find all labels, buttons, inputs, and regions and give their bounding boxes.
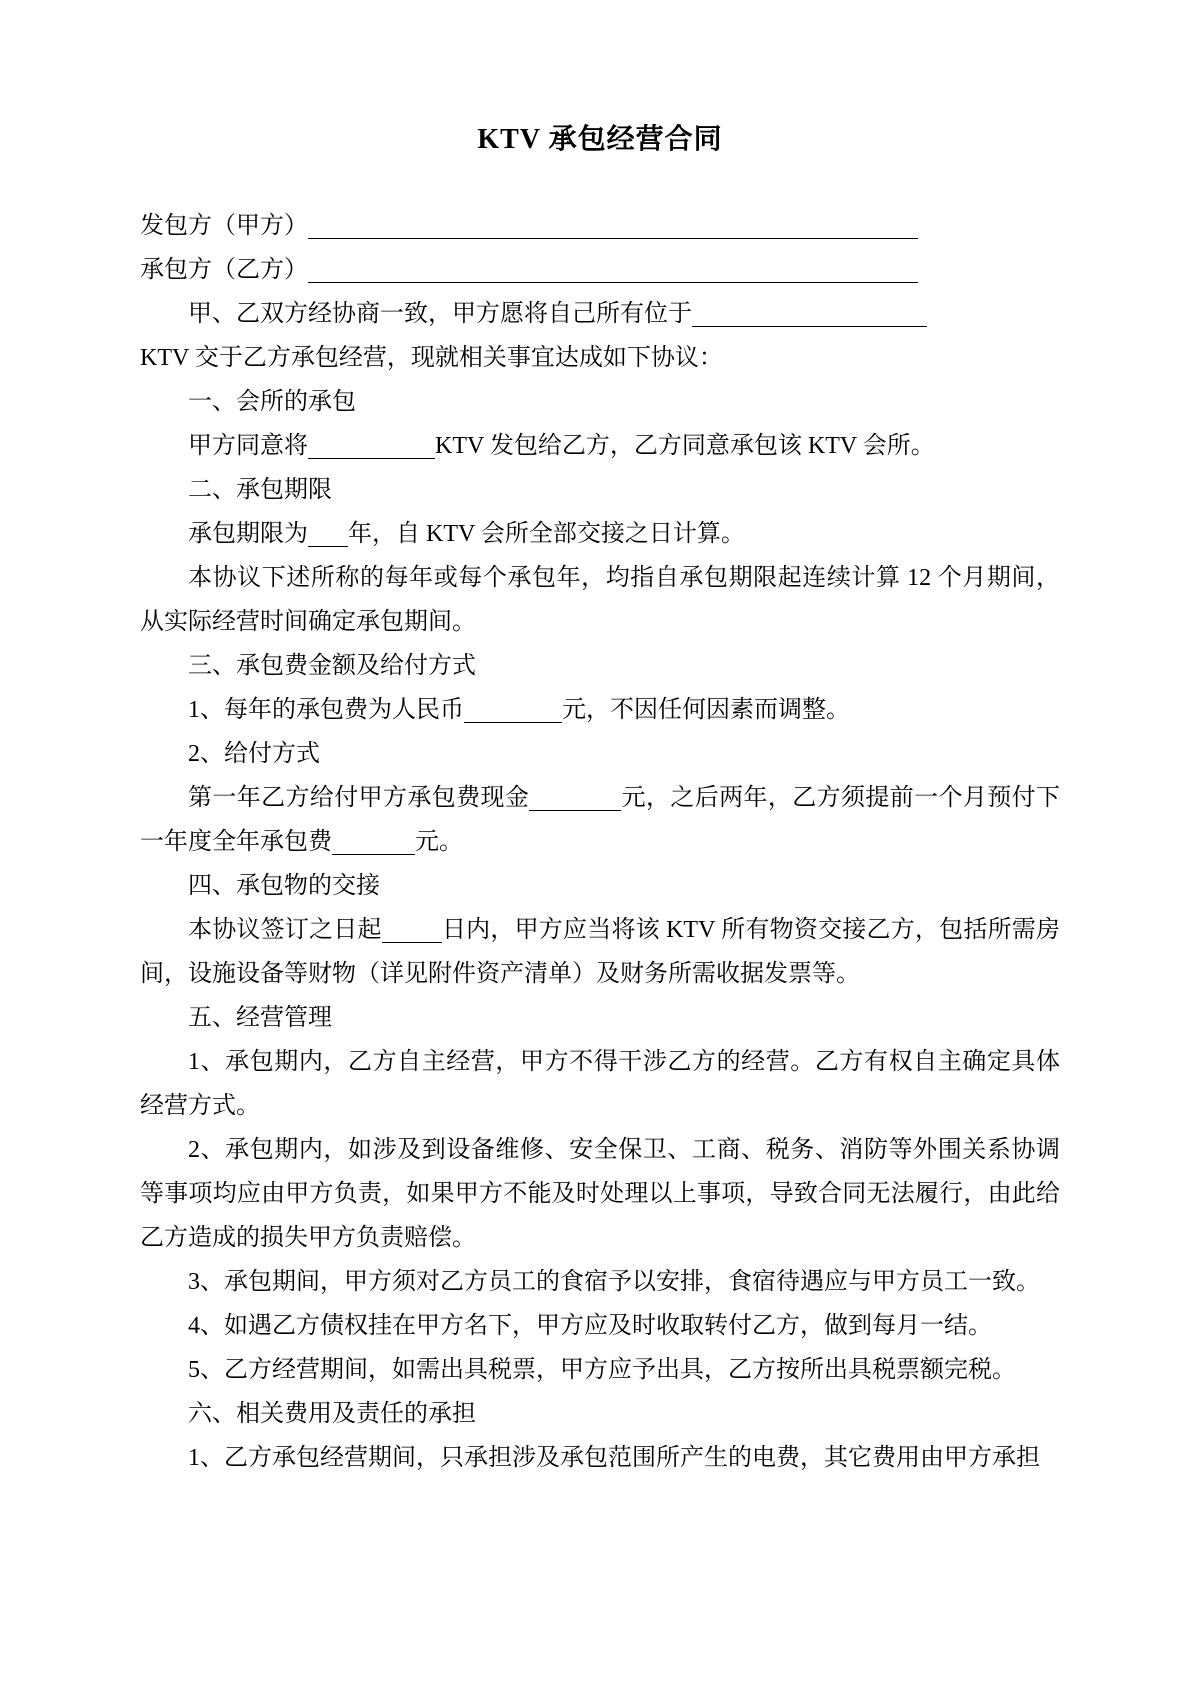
blank-field xyxy=(308,258,918,283)
document-title: KTV 承包经营合同 xyxy=(477,124,723,155)
clause-5-3: 3、承包期间，甲方须对乙方员工的食宿予以安排，食宿待遇应与甲方员工一致。 xyxy=(188,1269,1040,1295)
blank-field xyxy=(308,434,435,459)
section-4-heading: 四、承包物的交接 xyxy=(188,873,380,899)
blank-field xyxy=(692,302,927,327)
section-5-heading: 五、经营管理 xyxy=(188,1005,332,1031)
section-1-heading: 一、会所的承包 xyxy=(188,389,356,415)
clause-5-1: 1、承包期内，乙方自主经营，甲方不得干涉乙方的经营。乙方有权自主确定具体经营方式。 xyxy=(140,1049,1060,1119)
clause-5-4: 4、如遇乙方债权挂在甲方名下，甲方应及时收取转付乙方，做到每月一结。 xyxy=(188,1313,992,1339)
clause-5-2: 2、承包期内，如涉及到设备维修、安全保卫、工商、税务、消防等外围关系协调等事项均应由甲方负责，如果甲方不能及时处理以上事项，导致合同无法履行，由此给乙方造成的损失甲方负责赔偿。 xyxy=(140,1137,1060,1251)
blank-field xyxy=(529,786,621,811)
party-a-line: 发包方（甲方） xyxy=(140,204,1060,248)
blank-field xyxy=(308,522,348,547)
blank-field xyxy=(308,214,918,239)
clause-3-2-heading: 2、给付方式 xyxy=(188,741,320,767)
clause-5-5: 5、乙方经营期间，如需出具税票，甲方应予出具，乙方按所出具税票额完税。 xyxy=(188,1357,1016,1383)
blank-field xyxy=(464,698,562,723)
section-2-heading: 二、承包期限 xyxy=(188,477,332,503)
preamble-line-2: KTV 交于乙方承包经营，现就相关事宜达成如下协议： xyxy=(140,345,723,371)
section-3-heading: 三、承包费金额及给付方式 xyxy=(188,653,476,679)
clause-6-1: 1、乙方承包经营期间，只承担涉及承包范围所产生的电费，其它费用由甲方承担 xyxy=(188,1445,1040,1471)
blank-field xyxy=(382,918,442,943)
clause-3-2-body: 第一年乙方给付甲方承包费现金 元，之后两年，乙方须提前一个月预付下一年度全年承包费 元。 xyxy=(140,785,1060,855)
document-body xyxy=(140,204,1060,1480)
clause-1-1: 甲方同意将 KTV 发包给乙方，乙方同意承包该 KTV 会所。 xyxy=(188,433,935,459)
clause-4-1: 本协议签订之日起 日内，甲方应当将该 KTV 所有物资交接乙方，包括所需房间，设施设备等财物（详见附件资产清单）及财务所需收据发票等。 xyxy=(140,917,1061,987)
party-b-line: 承包方（乙方） xyxy=(140,248,1060,292)
preamble-line-1: 甲、乙双方经协商一致，甲方愿将自己所有位于 xyxy=(140,292,1060,336)
clause-2-1: 承包期限为 年，自 KTV 会所全部交接之日计算。 xyxy=(188,521,745,547)
clause-2-2: 本协议下述所称的每年或每个承包年，均指自承包期限起连续计算 12 个月期间，从实际经营时间确定承包期间。 xyxy=(140,565,1060,635)
section-6-heading: 六、相关费用及责任的承担 xyxy=(188,1401,476,1427)
blank-field xyxy=(332,830,415,855)
clause-3-1: 1、每年的承包费为人民币 元，不因任何因素而调整。 xyxy=(188,697,850,723)
